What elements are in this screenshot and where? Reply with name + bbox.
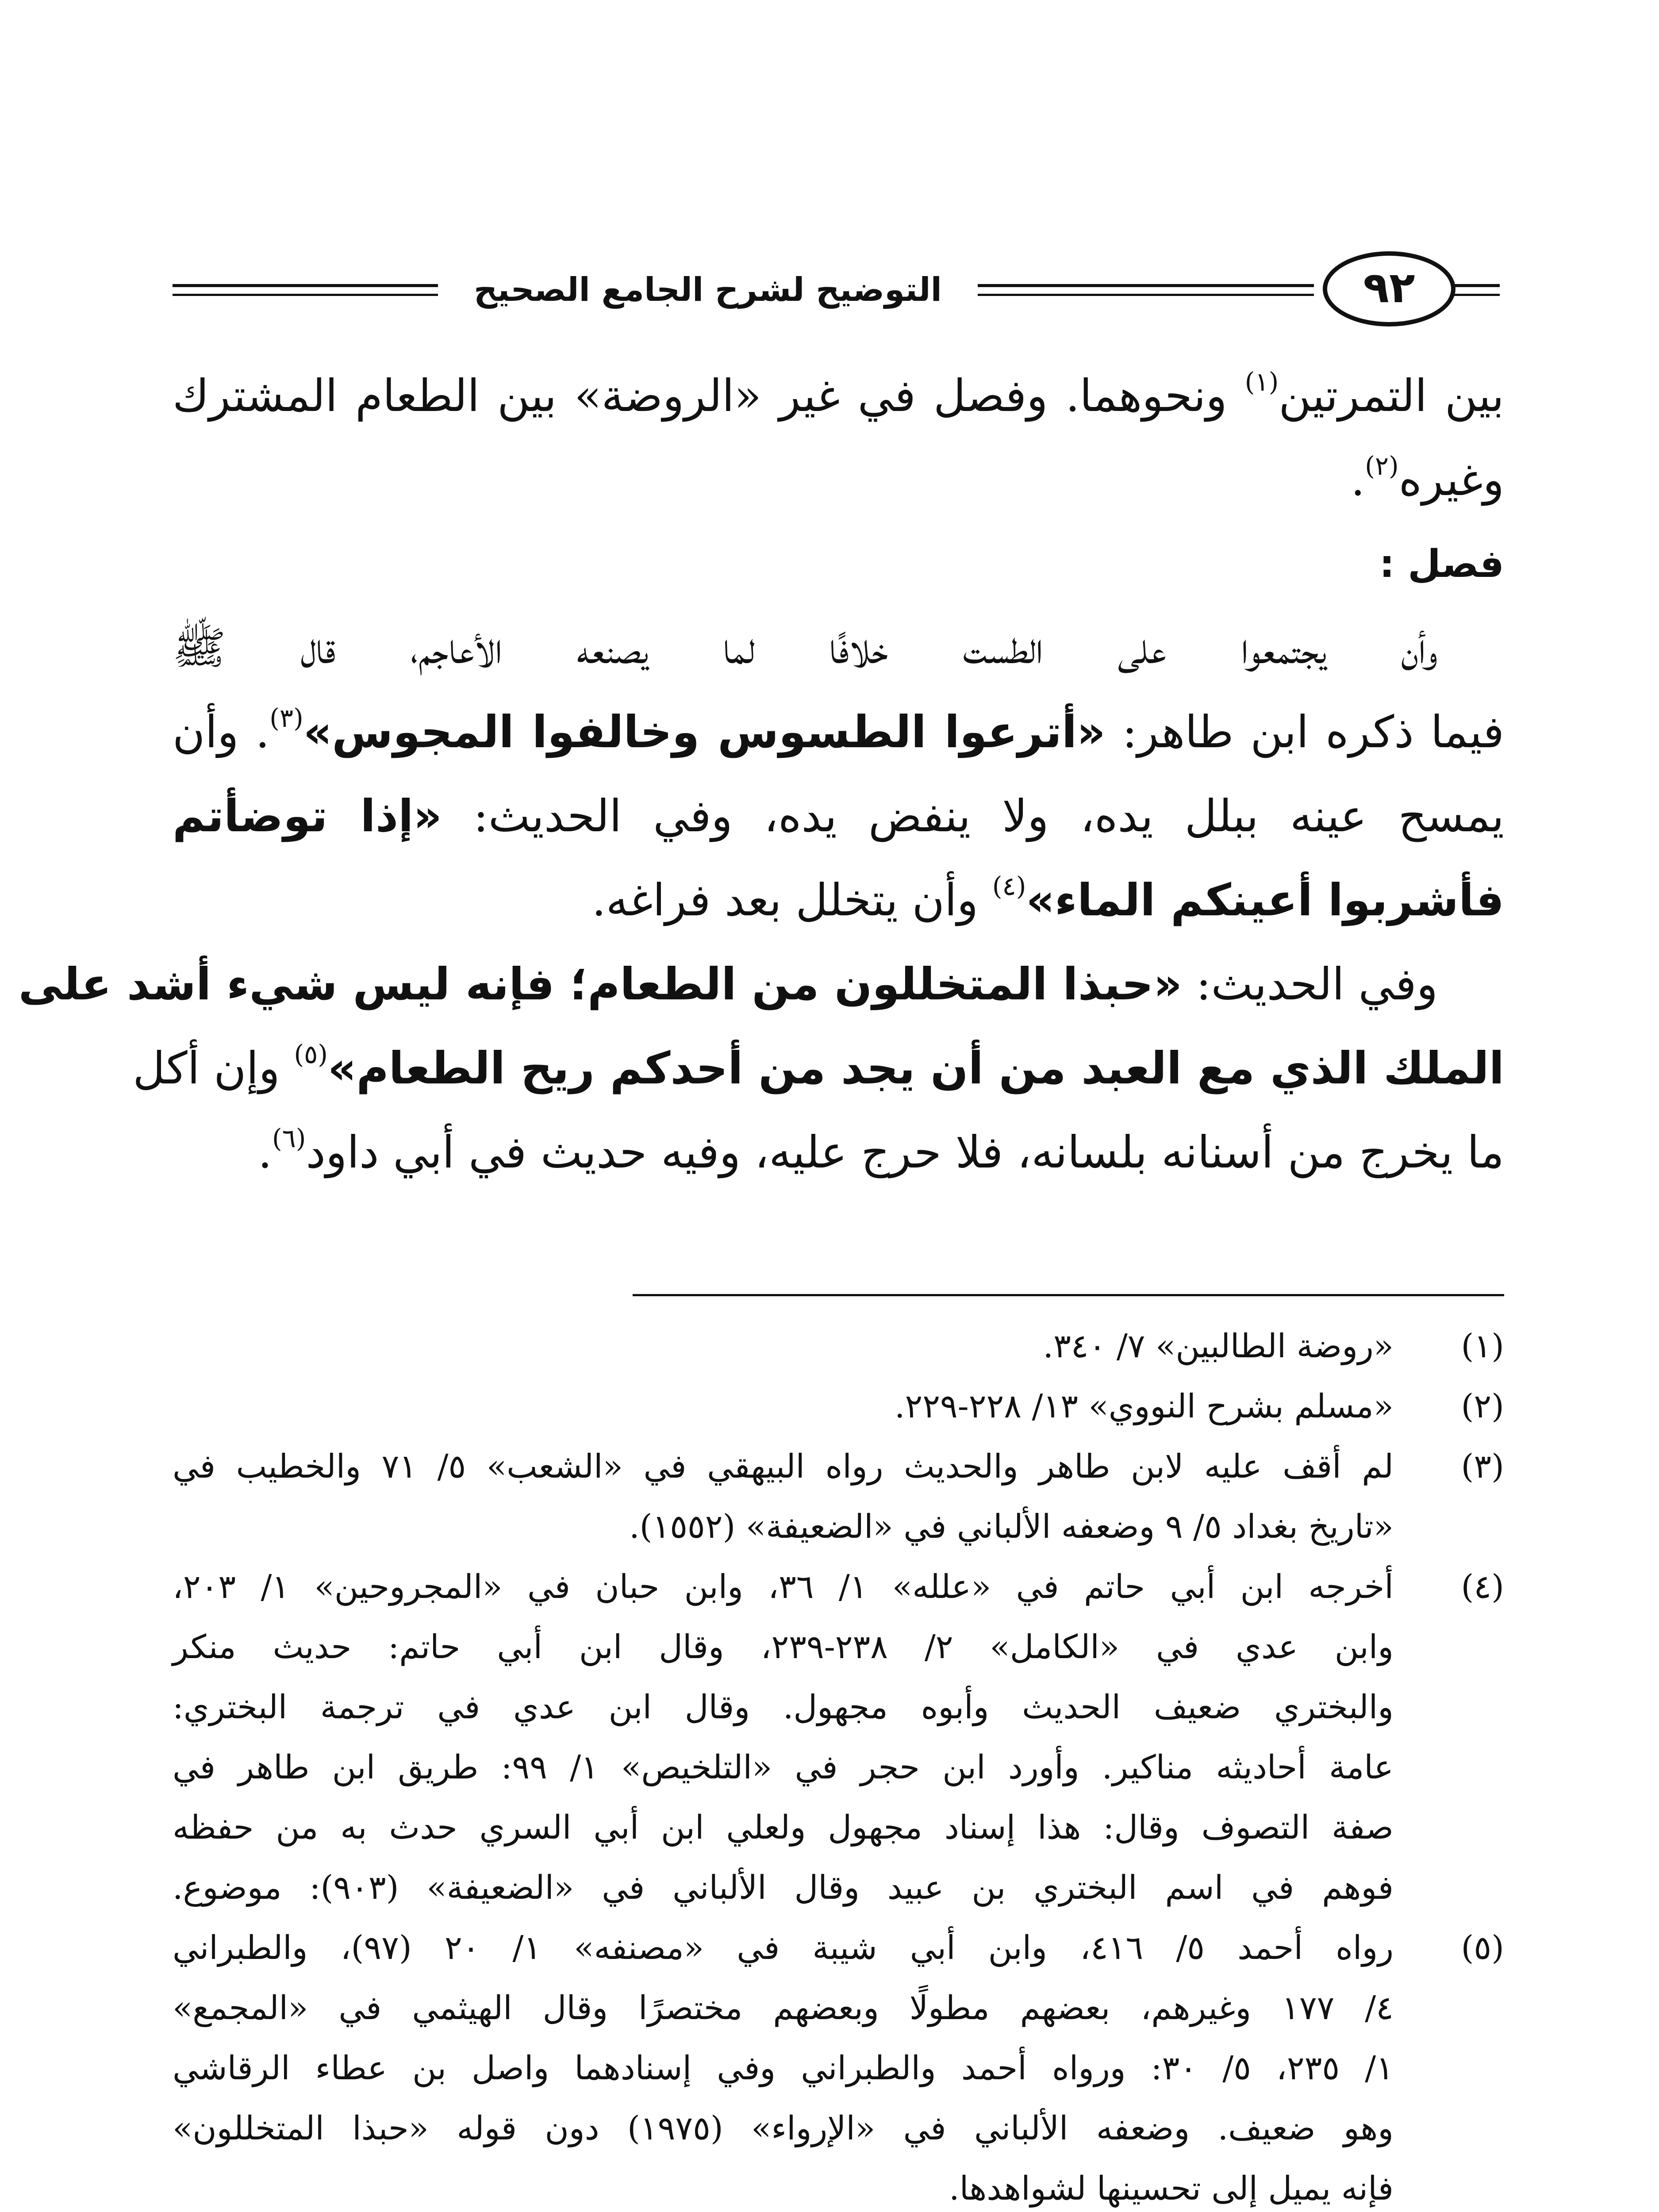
page-header [173, 248, 1504, 332]
footnote-ref[interactable]: (٦) [272, 1123, 306, 1153]
footnote-ref[interactable]: (٢) [1365, 451, 1399, 481]
footnote-ref[interactable]: (٣) [269, 703, 303, 733]
footnote-line: وهو ضعيف. وضعفه الألباني في «الإرواء» (١٩٧٥) دون قوله «حبذا المتخللون» [173, 2109, 1394, 2147]
footnote-line: «مسلم بشرح النووي» ١٣/ ٢٢٨-٢٢٩. [894, 1387, 1394, 1425]
footnote-5 [173, 1918, 1504, 2212]
footnote-number: (٢) [1461, 1387, 1504, 1425]
page-number: ٩٢ [1363, 263, 1415, 312]
main-text [18, 354, 1505, 1194]
header-rule-left-top [173, 284, 438, 287]
footnote-number: (٥) [1461, 1929, 1504, 1967]
footnote-number: (١) [1461, 1327, 1504, 1365]
text-line: الملك الذي مع العبد من أن يجد من أحدكم ريح الطعام»$^{(٥)}$ وإن أكل [133, 1039, 1504, 1094]
text-line: وفي الحديث: «حبذا المتخللون من الطعام؛ فإنه ليس شيء أشد على [18, 958, 1438, 1010]
footnote-1 [173, 1316, 1504, 1376]
text-line: وغيره$^{(٢)}$. [1351, 451, 1504, 506]
footnote-line: عامة أحاديثه مناكير. وأورد ابن حجر في «التلخيص» ١/ ٩٩: طريق ابن طاهر في [173, 1748, 1394, 1786]
header-rule-right-bottom [1451, 294, 1500, 296]
footnote-line: ١/ ٢٣٥، ٥/ ٣٠: ورواه أحمد والطبراني وفي إسنادهما واصل بن عطاء الرقاشي [173, 2049, 1394, 2087]
footnote-3 [173, 1436, 1504, 1557]
footnote-line: فإنه يميل إلى تحسينها لشواهدها. [949, 2170, 1394, 2208]
text-line: بين التمرتين$^{(١)}$ ونحوهما. وفصل في غير «الروضة» بين الطعام المشترك [173, 367, 1504, 422]
page-number-ornament [1305, 248, 1500, 332]
header-rule-middle-bottom [978, 294, 1314, 296]
footnote-line: فوهم في اسم البختري بن عبيد وقال الألباني في «الضعيفة» (٩٠٣): موضوع. [173, 1869, 1394, 1907]
header-rule-right-top [1451, 284, 1500, 287]
footnote-line: وابن عدي في «الكامل» ٢/ ٢٣٨-٢٣٩، وقال ابن أبي حاتم: حديث منكر [173, 1628, 1394, 1666]
footnote-line: لم أقف عليه لابن طاهر والحديث رواه البيهقي في «الشعب» ٥/ ٧١ والخطيب في [173, 1448, 1394, 1486]
hadith-text: «أترعوا الطسوس وخالفوا المجوس» [303, 706, 1106, 758]
footnote-line: صفة التصوف وقال: هذا إسناد مجهول ولعلي ابن أبي السري حدث به من حفظه [173, 1809, 1394, 1847]
running-title: التوضيح لشرح الجامع الصحيح [473, 271, 942, 309]
footnote-ref[interactable]: (١) [1244, 367, 1279, 397]
footnote-separator [633, 1294, 1504, 1296]
footnote-ref[interactable]: (٤) [992, 871, 1026, 901]
text-line: يمسح عينه ببلل يده، ولا ينفض يده، وفي الحديث: «إذا توضأتم [173, 790, 1504, 842]
footnote-line: أخرجه ابن أبي حاتم في «علله» ١/ ٣٦، وابن حبان في «المجروحين» ١/ ٢٠٣، [173, 1568, 1394, 1606]
header-rule-middle-top [978, 284, 1314, 287]
footnote-2 [173, 1376, 1504, 1436]
footnote-line: رواه أحمد ٥/ ٤١٦، وابن أبي شيبة في «مصنفه» ١/ ٢٠ (٩٧)، والطبراني [173, 1929, 1394, 1967]
footnote-line: والبختري ضعيف الحديث وأبوه مجهول. وقال ابن عدي في ترجمة البختري: [173, 1688, 1394, 1726]
footnote-line: ٤/ ١٧٧ وغيرهم، بعضهم مطولًا وبعضهم مختصرًا وقال الهيثمي في «المجمع» [173, 1989, 1394, 2027]
footnote-line: «روضة الطالبين» ٧/ ٣٤٠. [1043, 1327, 1394, 1365]
text-line: فيما ذكره ابن طاهر: «أترعوا الطسوس وخالفوا المجوس»$^{(٣)}$. وأن [173, 703, 1505, 758]
hadith-text: الملك الذي مع العبد من أن يجد من أحدكم ريح الطعام» [327, 1042, 1504, 1094]
hadith-text: «حبذا المتخللون من الطعام؛ فإنه ليس شيء أشد على [18, 958, 1182, 1010]
footnote-ref[interactable]: (٥) [294, 1039, 328, 1069]
footnote-line: «تاريخ بغداد ٥/ ٩ وضعفه الألباني في «الضعيفة» (١٥٥٢). [629, 1508, 1394, 1546]
footnote-4 [173, 1557, 1504, 1918]
hadith-text: «إذا توضأتم [173, 790, 442, 842]
footnote-number: (٣) [1461, 1448, 1504, 1486]
footnotes [173, 1316, 1504, 2212]
section-heading: فصل : [1379, 542, 1504, 586]
hadith-text: فأشربوا أعينكم الماء» [1026, 874, 1504, 926]
header-rule-left-bottom [173, 294, 438, 296]
text-line: فأشربوا أعينكم الماء»$^{(٤)}$ وأن يتخلل بعد فراغه. [591, 871, 1504, 926]
text-line: ما يخرج من أسنانه بلسانه، فلا حرج عليه، وفيه حديث في أبي داود$^{(٦)}$. [258, 1123, 1504, 1178]
text-line: وأن يجتمعوا على الطست خلافًا لما يصنعه الأعاجم، قال ﷺ [173, 622, 1438, 674]
footnote-number: (٤) [1461, 1568, 1504, 1606]
